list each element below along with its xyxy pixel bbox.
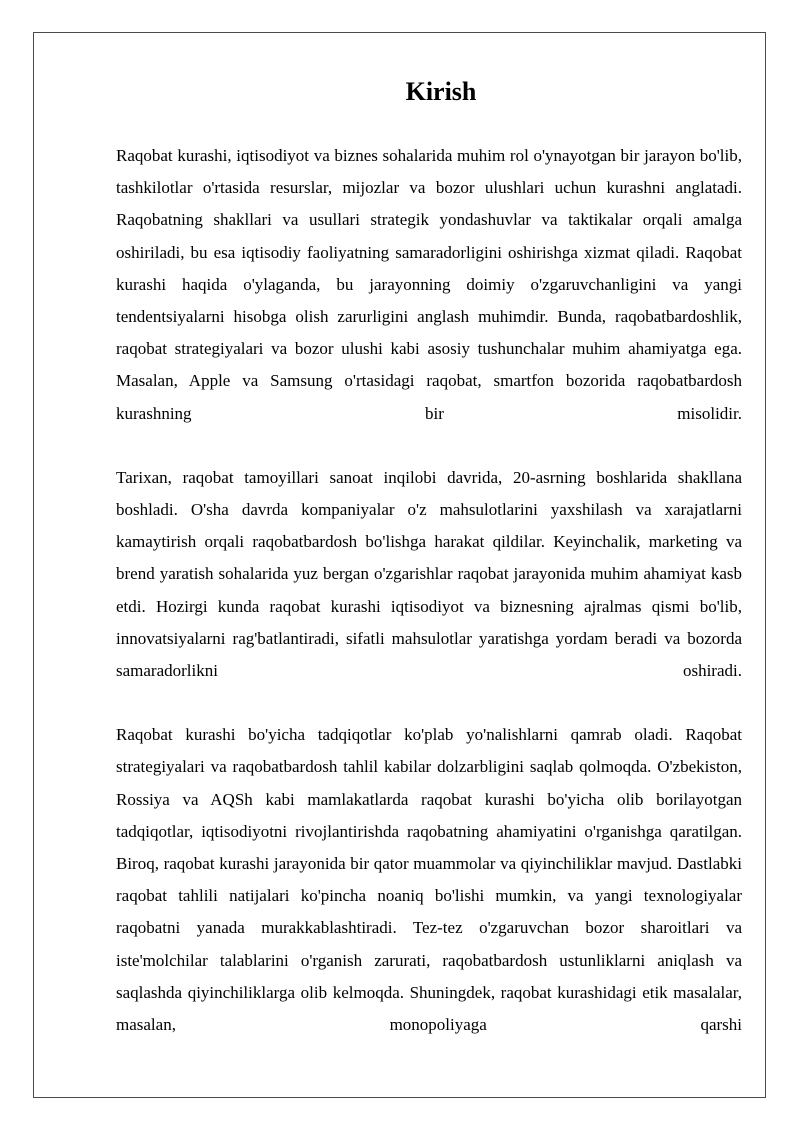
document-title: Kirish (405, 77, 477, 106)
paragraph-2: Tarixan, raqobat tamoyillari sanoat inqilobi davrida, 20-asrning boshlarida shakllana boshladi. O'sha davrda kompaniyalar o'z mahsulotlarini yaxshilash va xarajatlarni kamaytirish orqali raqobatbardosh bo'lishga harakat qildilar. Keyinchalik, marketing va brend yaratish sohalarida yuz bergan o'zgarishlar raqobat jarayonida muhim ahamiyat kasb etdi. Hozirgi kunda raqobat kurashi iqtisodiyot va biznesning ajralmas qismi bo'lib, innovatsiyalarni rag'batlantiradi, sifatli mahsulotlar yaratishga yordam beradi va bozorda samaradorlikni oshiradi. (116, 467, 742, 681)
document-body (116, 74, 742, 1073)
paragraph-1: Raqobat kurashi, iqtisodiyot va biznes sohalarida muhim rol o'ynayotgan bir jarayon bo'lib, tashkilotlar o'rtasida resurslar, mijozlar va bozor ulushlari uchun kurashni anglatadi. Raqobatning shakllari va usullari strategik yondashuvlar va taktikalar orqali amalga oshiriladi, bu esa iqtisodiy faoliyatning samaradorligini oshirishga xizmat qiladi. Raqobat kurashi haqida o'ylaganda, bu jarayonning doimiy o'zgaruvchanligini va yangi tendentsiyalarni hisobga olish zarurligini anglash muhimdir. Bunda, raqobatbardoshlik, raqobat strategiyalari va bozor ulushi kabi asosiy tushunchalar muhim ahamiyatga ega. Masalan, Apple va Samsung o'rtasidagi raqobat, smartfon bozorida raqobatbardosh kurashning bir misolidir. (116, 146, 742, 423)
paragraph-3: Raqobat kurashi bo'yicha tadqiqotlar ko'plab yo'nalishlarni qamrab oladi. Raqobat strategiyalari va raqobatbardosh tahlil kabilar dolzarbligini saqlab qolmoqda. O'zbekiston, Rossiya va AQSh kabi mamlakatlarda raqobat kurashi bo'yicha olib borilayotgan tadqiqotlar, iqtisodiyotni rivojlantirishda raqobatning ahamiyatini o'rganishga qaratilgan. Biroq, raqobat kurashi jarayonida bir qator muammolar va qiyinchiliklar mavjud. Dastlabki raqobat tahlili natijalari ko'pincha noaniq bo'lishi mumkin, va yangi texnologiyalar raqobatni yanada murakkablashtiradi. Tez-tez o'zgaruvchan bozor sharoitlari va iste'molchilar talablarini o'rganish zarurati, raqobatbardosh ustunliklarni aniqlash va saqlashda qiyinchiliklarga olib kelmoqda. Shuningdek, raqobat kurashidagi etik masalalar, masalan, monopoliyaga qarshi (116, 725, 742, 1035)
